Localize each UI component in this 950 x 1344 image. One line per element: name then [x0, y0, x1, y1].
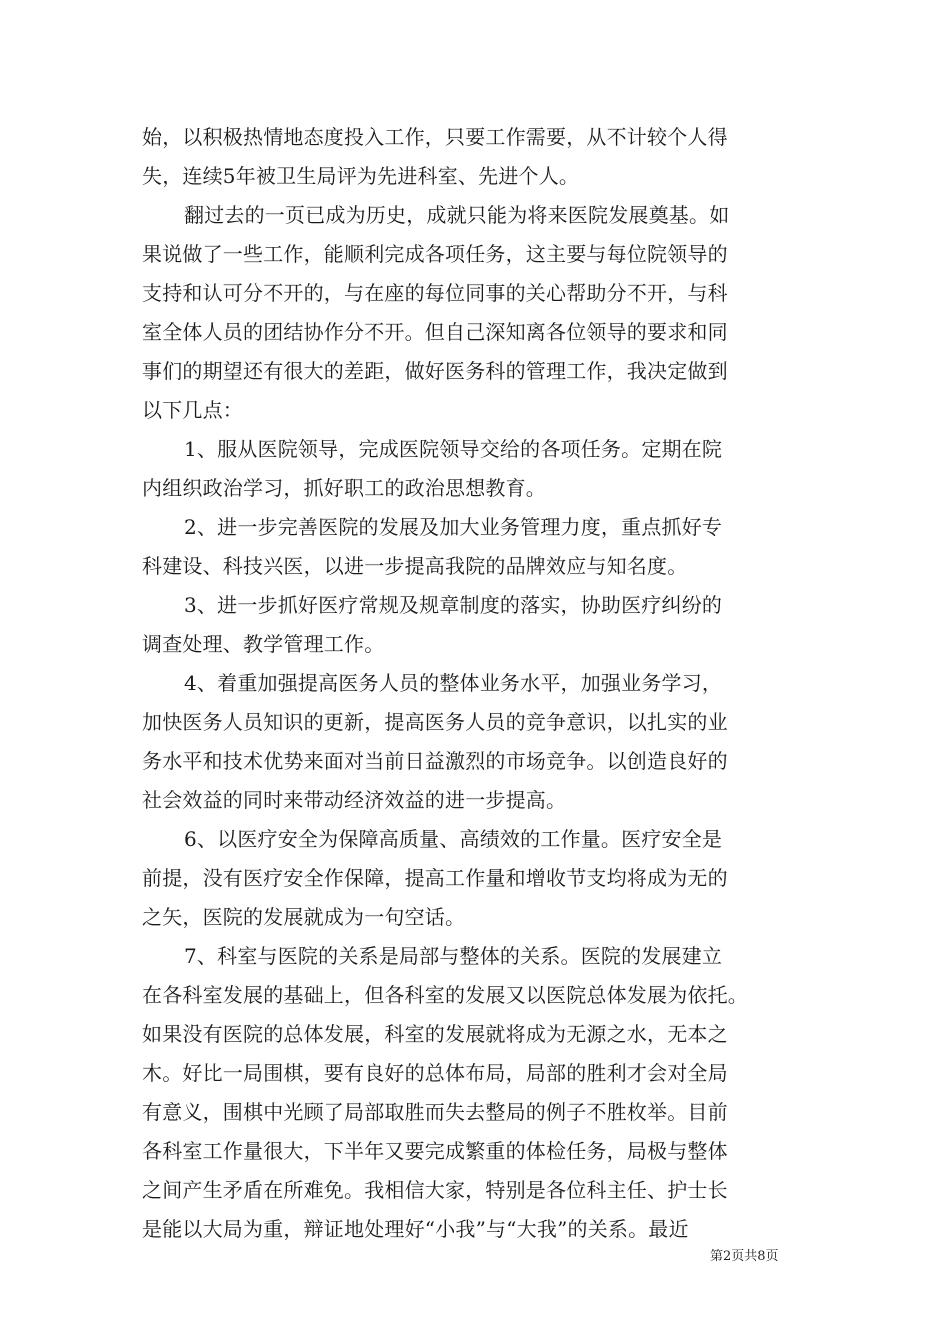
- text-line: 2、进一步完善医院的发展及加大业务管理力度，重点抓好专: [184, 515, 723, 539]
- text-line: 务水平和技术优势来面对当前日益激烈的市场竞争。以创造良好的: [142, 749, 728, 773]
- text-line: 6、以医疗安全为保障高质量、高绩效的工作量。医疗安全是: [184, 827, 723, 851]
- text-line: 社会效益的同时来带动经济效益的进一步提高。: [142, 788, 567, 812]
- text-line: 果说做了一些工作，能顺利完成各项任务，这主要与每位院领导的: [142, 242, 728, 266]
- text-line: 4、着重加强提高医务人员的整体业务水平，加强业务学习，: [184, 671, 723, 695]
- text-line: 翻过去的一页已成为历史，成就只能为将来医院发展奠基。如: [184, 203, 730, 227]
- text-line: 7、科室与医院的关系是局部与整体的关系。医院的发展建立: [184, 944, 723, 968]
- text-line: 事们的期望还有很大的差距，做好医务科的管理工作，我决定做到: [142, 359, 728, 383]
- text-line: 前提，没有医疗安全作保障，提高工作量和增收节支均将成为无的: [142, 866, 728, 890]
- text-line: 始，以积极热情地态度投入工作，只要工作需要，从不计较个人得: [142, 125, 728, 149]
- text-line: 之矢，医院的发展就成为一句空话。: [142, 905, 466, 929]
- text-line: 支持和认可分不开的，与在座的每位同事的关心帮助分不开，与科: [142, 281, 728, 305]
- text-line: 以下几点：: [142, 398, 243, 422]
- text-line: 木。好比一局围棋，要有良好的总体布局，局部的胜利才会对全局: [142, 1061, 728, 1085]
- text-line: 在各科室发展的基础上，但各科室的发展又以医院总体发展为依托。: [142, 983, 748, 1007]
- text-line: 失，连续5年被卫生局评为先进科室、先进个人。: [142, 164, 580, 188]
- text-line: 之间产生矛盾在所难免。我相信大家，特别是各位科主任、护士长: [142, 1178, 728, 1202]
- text-line: 3、进一步抓好医疗常规及规章制度的落实，协助医疗纠纷的: [184, 593, 723, 617]
- text-line: 1、服从医院领导，完成医院领导交给的各项任务。定期在院: [184, 437, 723, 461]
- text-line: 室全体人员的团结协作分不开。但自己深知离各位领导的要求和同: [142, 320, 728, 344]
- text-line: 加快医务人员知识的更新，提高医务人员的竞争意识，以扎实的业: [142, 710, 728, 734]
- text-line: 科建设、科技兴医，以进一步提高我院的品牌效应与知名度。: [142, 554, 688, 578]
- text-line: 有意义，围棋中光顾了局部取胜而失去整局的例子不胜枚举。目前: [142, 1100, 728, 1124]
- text-line: 各科室工作量很大，下半年又要完成繁重的体检任务，局极与整体: [142, 1139, 728, 1163]
- text-line: 是能以大局为重，辩证地处理好“小我”与“大我”的关系。最近: [142, 1217, 689, 1241]
- page-number-footer: [710, 1245, 779, 1264]
- body-text: [142, 118, 814, 1249]
- page-number-label: 第2页共8页: [710, 1249, 779, 1264]
- text-line: 内组织政治学习，抓好职工的政治思想教育。: [142, 476, 546, 500]
- text-line: 如果没有医院的总体发展，科室的发展就将成为无源之水，无本之: [142, 1022, 728, 1046]
- text-line: 调查处理、教学管理工作。: [142, 632, 385, 656]
